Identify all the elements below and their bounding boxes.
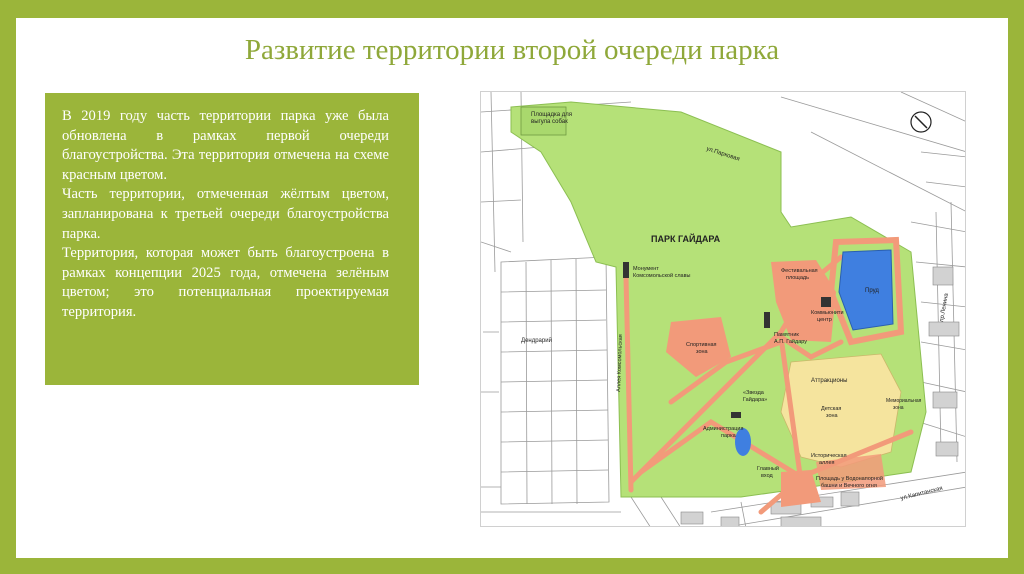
label-alley-komsomolskaya: Аллея Комсомольская (616, 334, 625, 393)
label-monument-2: Комсомольской славы (633, 273, 691, 279)
label-dog-area-line2: выгула собак (531, 119, 568, 125)
paragraph-third-stage: Часть территории, отмеченная жёлтым цветом, запланирована к третьей очереди благоустройства парка. (62, 186, 389, 242)
description-box (45, 93, 419, 385)
label-gaidar-monument-1: Памятник (774, 332, 799, 338)
slide-title: Развитие территории второй очереди парка (244, 34, 780, 66)
label-street-kapitanskaya: ул.Капитанская (900, 485, 944, 502)
label-star-1: «Звезда (743, 390, 764, 396)
label-children-2: зона (826, 413, 838, 419)
label-main-entrance-1: Главный (757, 466, 779, 472)
monument-komsomol-icon (623, 262, 629, 278)
community-center-icon (821, 297, 831, 307)
paragraph-potential: Территория, которая может быть благоустроена в рамках концепции 2025 года, отмечена зелёным цветом; это потенциальная проектируемая территория. (62, 245, 389, 320)
label-dendrarium: Дендрарий (521, 338, 552, 344)
label-community-2: центр (817, 317, 832, 323)
park-map (480, 91, 966, 527)
label-children-1: Детская (821, 406, 842, 412)
admin-building-icon (731, 412, 741, 418)
label-main-entrance-2: вход (761, 473, 773, 479)
paragraph-first-stage: В 2019 году часть территории парка уже была обновлена в рамках первой очереди благоустройства. Эта территория отмечена на схеме красным цветом. (62, 108, 389, 183)
label-sports-1: Спортивная (686, 342, 717, 348)
label-community-1: Коммьюнити (811, 310, 844, 316)
small-pond (735, 428, 751, 456)
label-street-parkovaya: ул.Парковая (705, 146, 741, 163)
label-historic-1: Историческая (811, 453, 847, 459)
label-square-1: Площадь у Водонапорной (816, 476, 883, 482)
label-gaidar-monument-2: А.П. Гайдару (774, 339, 808, 345)
label-monument-1: Монумент (633, 266, 659, 272)
slide (16, 18, 1008, 558)
monument-gaidar-icon (764, 312, 770, 328)
label-square-2: башни и Вечного огня (821, 483, 877, 489)
label-pond: Пруд (865, 288, 879, 294)
label-attractions: Аттракционы (811, 378, 848, 384)
label-dog-area-line1: Площадка для (531, 112, 573, 118)
label-prospekt-lenina: пр.Ленина (939, 292, 950, 323)
label-star-2: Гайдара» (743, 397, 768, 403)
label-festival-1: Фестивальная (781, 268, 818, 274)
label-memorial-1: Мемориальная (886, 398, 922, 404)
label-admin-1: Администрация (703, 426, 744, 432)
label-festival-2: площадь (786, 275, 809, 281)
label-memorial-2: зона (893, 405, 904, 411)
label-sports-2: зона (696, 349, 708, 355)
park-name: ПАРК ГАЙДАРА (651, 234, 721, 244)
label-historic-2: аллея (819, 460, 835, 466)
label-admin-2: парка (721, 433, 736, 439)
park-map-svg (481, 92, 966, 527)
